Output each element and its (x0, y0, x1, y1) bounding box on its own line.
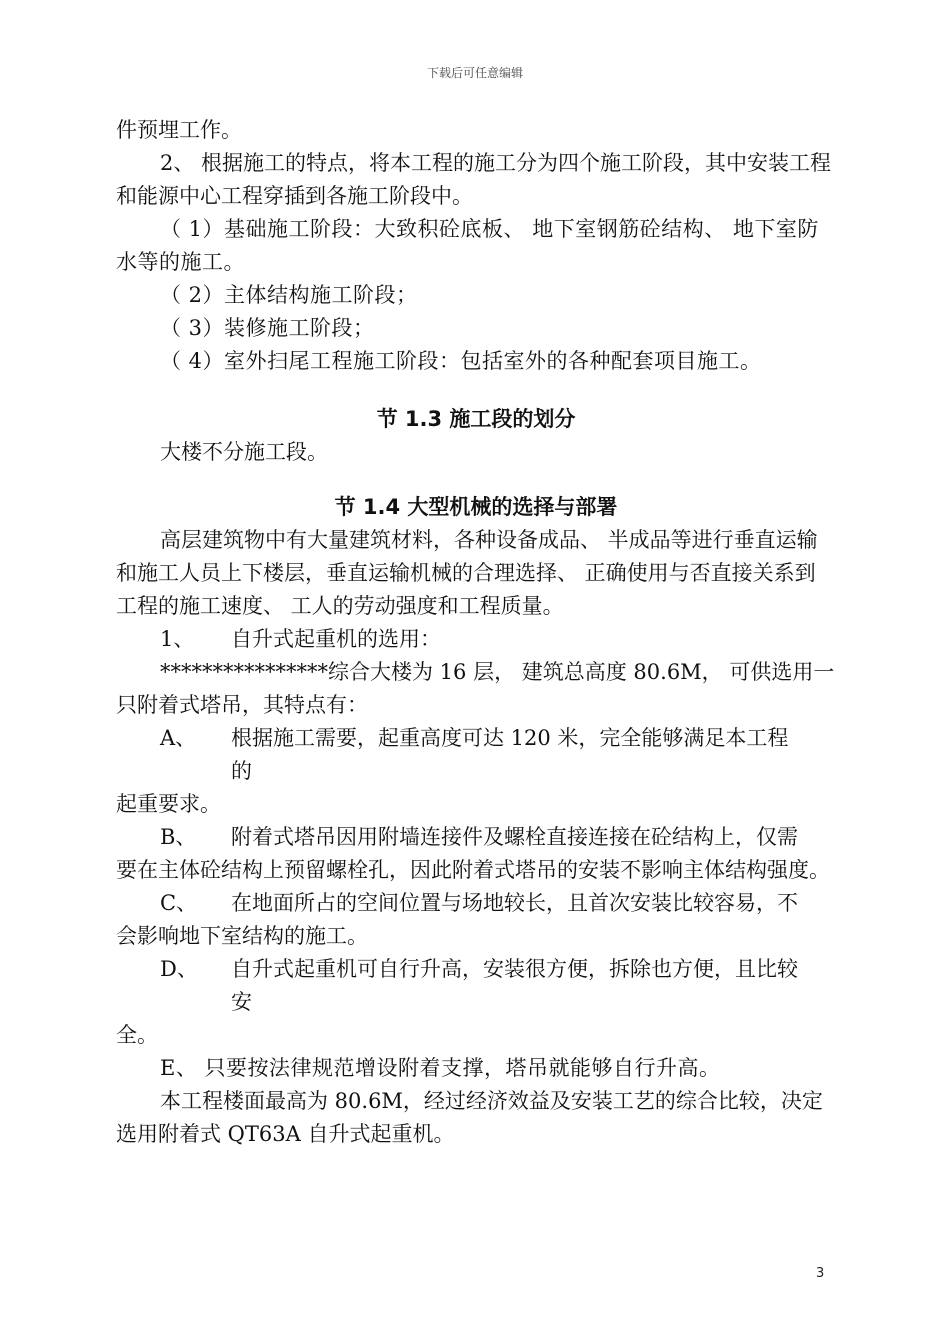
list-label: A、 (160, 726, 197, 750)
paragraph: 件预埋工作。 (116, 118, 242, 142)
paragraph: ****************综合大楼为 16 层， 建筑总高度 80.6M， 可供选用一只附着式塔吊，其特点有： (116, 660, 835, 717)
paragraph: （ 2）主体结构施工阶段； (160, 283, 418, 307)
list-label: 1、 (160, 627, 195, 651)
paragraph: 会影响地下室结构的施工。 (116, 924, 368, 948)
list-item (116, 821, 836, 854)
section-heading: 节 1.4 大型机械的选择与部署 (334, 495, 618, 519)
list-text: 根据施工需要，起重高度可达 120 米，完全能够满足本工程的 (231, 726, 789, 783)
paragraph: 要在主体砼结构上预留螺栓孔，因此附着式塔吊的安装不影响主体结构强度。 (116, 858, 830, 882)
paragraph: 大楼不分施工段。 (160, 440, 328, 464)
list-text: 附着式塔吊因用附墙连接件及螺栓直接连接在砼结构上，仅需 (231, 825, 798, 849)
paragraph: 2、 根据施工的特点，将本工程的施工分为四个施工阶段，其中安装工程和能源中心工程穿插到各施工阶段中。 (116, 151, 832, 208)
list-item (116, 722, 836, 788)
paragraph: （ 3）装修施工阶段； (160, 316, 375, 340)
paragraph: （ 4）室外扫尾工程施工阶段：包括室外的各种配套项目施工。 (160, 349, 762, 373)
page-number: 3 (816, 1266, 825, 1281)
paragraph: 本工程楼面最高为 80.6M，经过经济效益及安装工艺的综合比较，决定选用附着式 QT63A 自升式起重机。 (116, 1089, 823, 1146)
paragraph: E、 只要按法律规范增设附着支撑，塔吊就能够自行升高。 (160, 1056, 721, 1080)
list-text: 自升式起重机的选用： (231, 627, 441, 651)
list-label: B、 (160, 825, 197, 849)
document-body (116, 114, 836, 1151)
section-heading: 节 1.3 施工段的划分 (376, 407, 576, 431)
list-label: D、 (160, 957, 198, 981)
list-text: 在地面所占的空间位置与场地较长，且首次安装比较容易，不 (231, 891, 798, 915)
paragraph: 全。 (116, 1023, 158, 1047)
paragraph: （ 1）基础施工阶段：大致积砼底板、 地下室钢筋砼结构、 地下室防水等的施工。 (116, 217, 819, 274)
page-header: 下载后可任意编辑 (426, 66, 523, 80)
list-item (116, 887, 836, 920)
list-item (116, 953, 836, 1019)
list-item (116, 623, 836, 656)
list-text: 自升式起重机可自行升高，安装很方便，拆除也方便，且比较安 (231, 957, 798, 1014)
paragraph: 起重要求。 (116, 792, 221, 816)
paragraph: 高层建筑物中有大量建筑材料，各种设备成品、 半成品等进行垂直运输和施工人员上下楼层，垂直运输机械的合理选择、 正确使用与否直接关系到工程的施工速度、 工人的劳动强度和工程质量。 (116, 528, 818, 618)
list-label: C、 (160, 891, 198, 915)
